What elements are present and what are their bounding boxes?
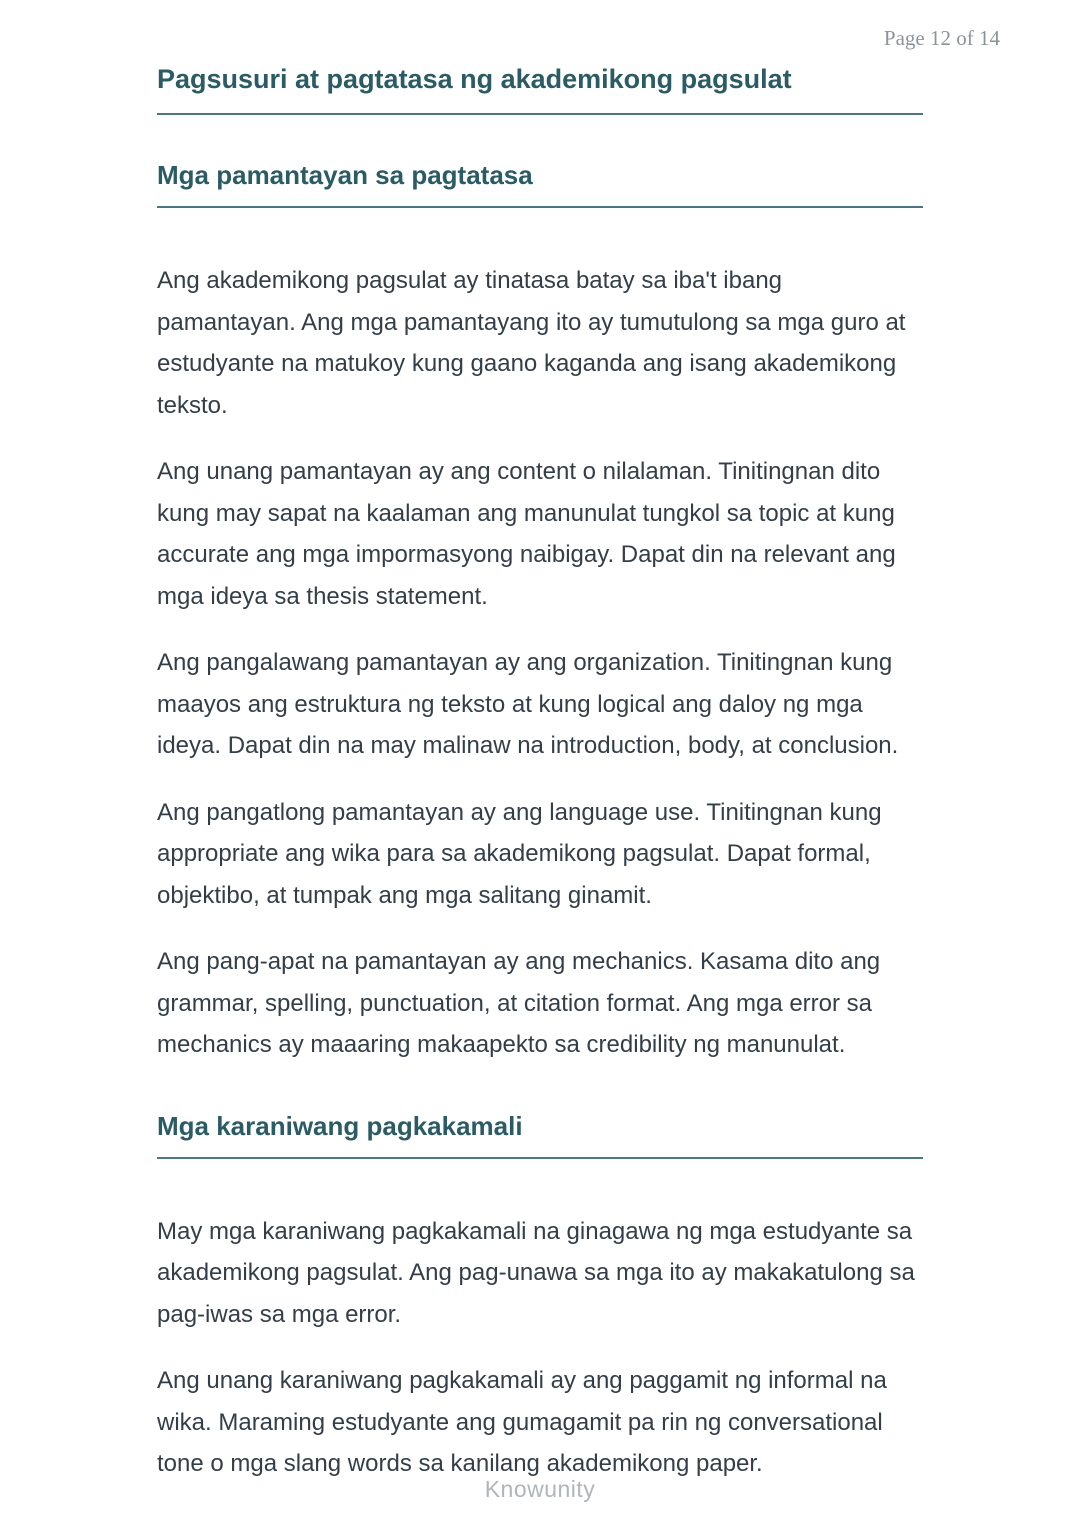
paragraph-pamantayan-content: Ang unang pamantayan ay ang content o nilalaman. Tinitingnan dito kung may sapat na kaalaman ang manunulat tungkol sa topic at kung accurate ang mga impormasyong naibigay. Dapat din na relevant ang mga ideya sa thesis statement. [157,458,896,610]
paragraph-pamantayan-mechanics: Ang pang-apat na pamantayan ay ang mechanics. Kasama dito ang grammar, spelling, punctuation, at citation format. Ang mga error sa mechanics ay maaaring makaapekto sa credibility ng manunulat. [157,948,881,1058]
document-content [157,62,923,1485]
page-indicator: Page 12 of 14 [883,26,1000,50]
section-karaniwang-pagkakamali [157,1110,923,1485]
footer-brand: Knowunity [484,1476,596,1502]
paragraph-pagkakamali-informal-wika: Ang unang karaniwang pagkakamali ay ang paggamit ng informal na wika. Maraming estudyante ang gumagamit pa rin ng conversational tone o mga slang words sa kanilang akademikong paper. [157,1367,887,1477]
section-heading-pamantayan: Mga pamantayan sa pagtatasa [157,159,923,208]
section-pamantayan-sa-pagtatasa [157,159,923,1066]
paragraph-pamantayan-organization: Ang pangalawang pamantayan ay ang organization. Tinitingnan kung maayos ang estruktura ng teksto at kung logical ang daloy ng mga ideya. Dapat din na may malinaw na introduction, body, at conclusion. [157,649,899,759]
paragraph-pamantayan-language-use: Ang pangatlong pamantayan ay ang language use. Tinitingnan kung appropriate ang wika para sa akademikong pagsulat. Dapat formal, objektibo, at tumpak ang mga salitang ginamit. [157,798,882,909]
paragraph-pamantayan-intro: Ang akademikong pagsulat ay tinatasa batay sa iba't ibang pamantayan. Ang mga pamantayang ito ay tumutulong sa mga guro at estudyante na matukoy kung gaano kaganda ang isang akademikong teksto. [157,267,906,419]
paragraph-pagkakamali-intro: May mga karaniwang pagkakamali na ginagawa ng mga estudyante sa akademikong pagsulat. Ang pag-unawa sa mga ito ay makakatulong sa pag-iwas sa mga error. [157,1217,915,1328]
section-heading-pagkakamali: Mga karaniwang pagkakamali [157,1110,923,1159]
document-title: Pagsusuri at pagtatasa ng akademikong pagsulat [157,62,923,115]
